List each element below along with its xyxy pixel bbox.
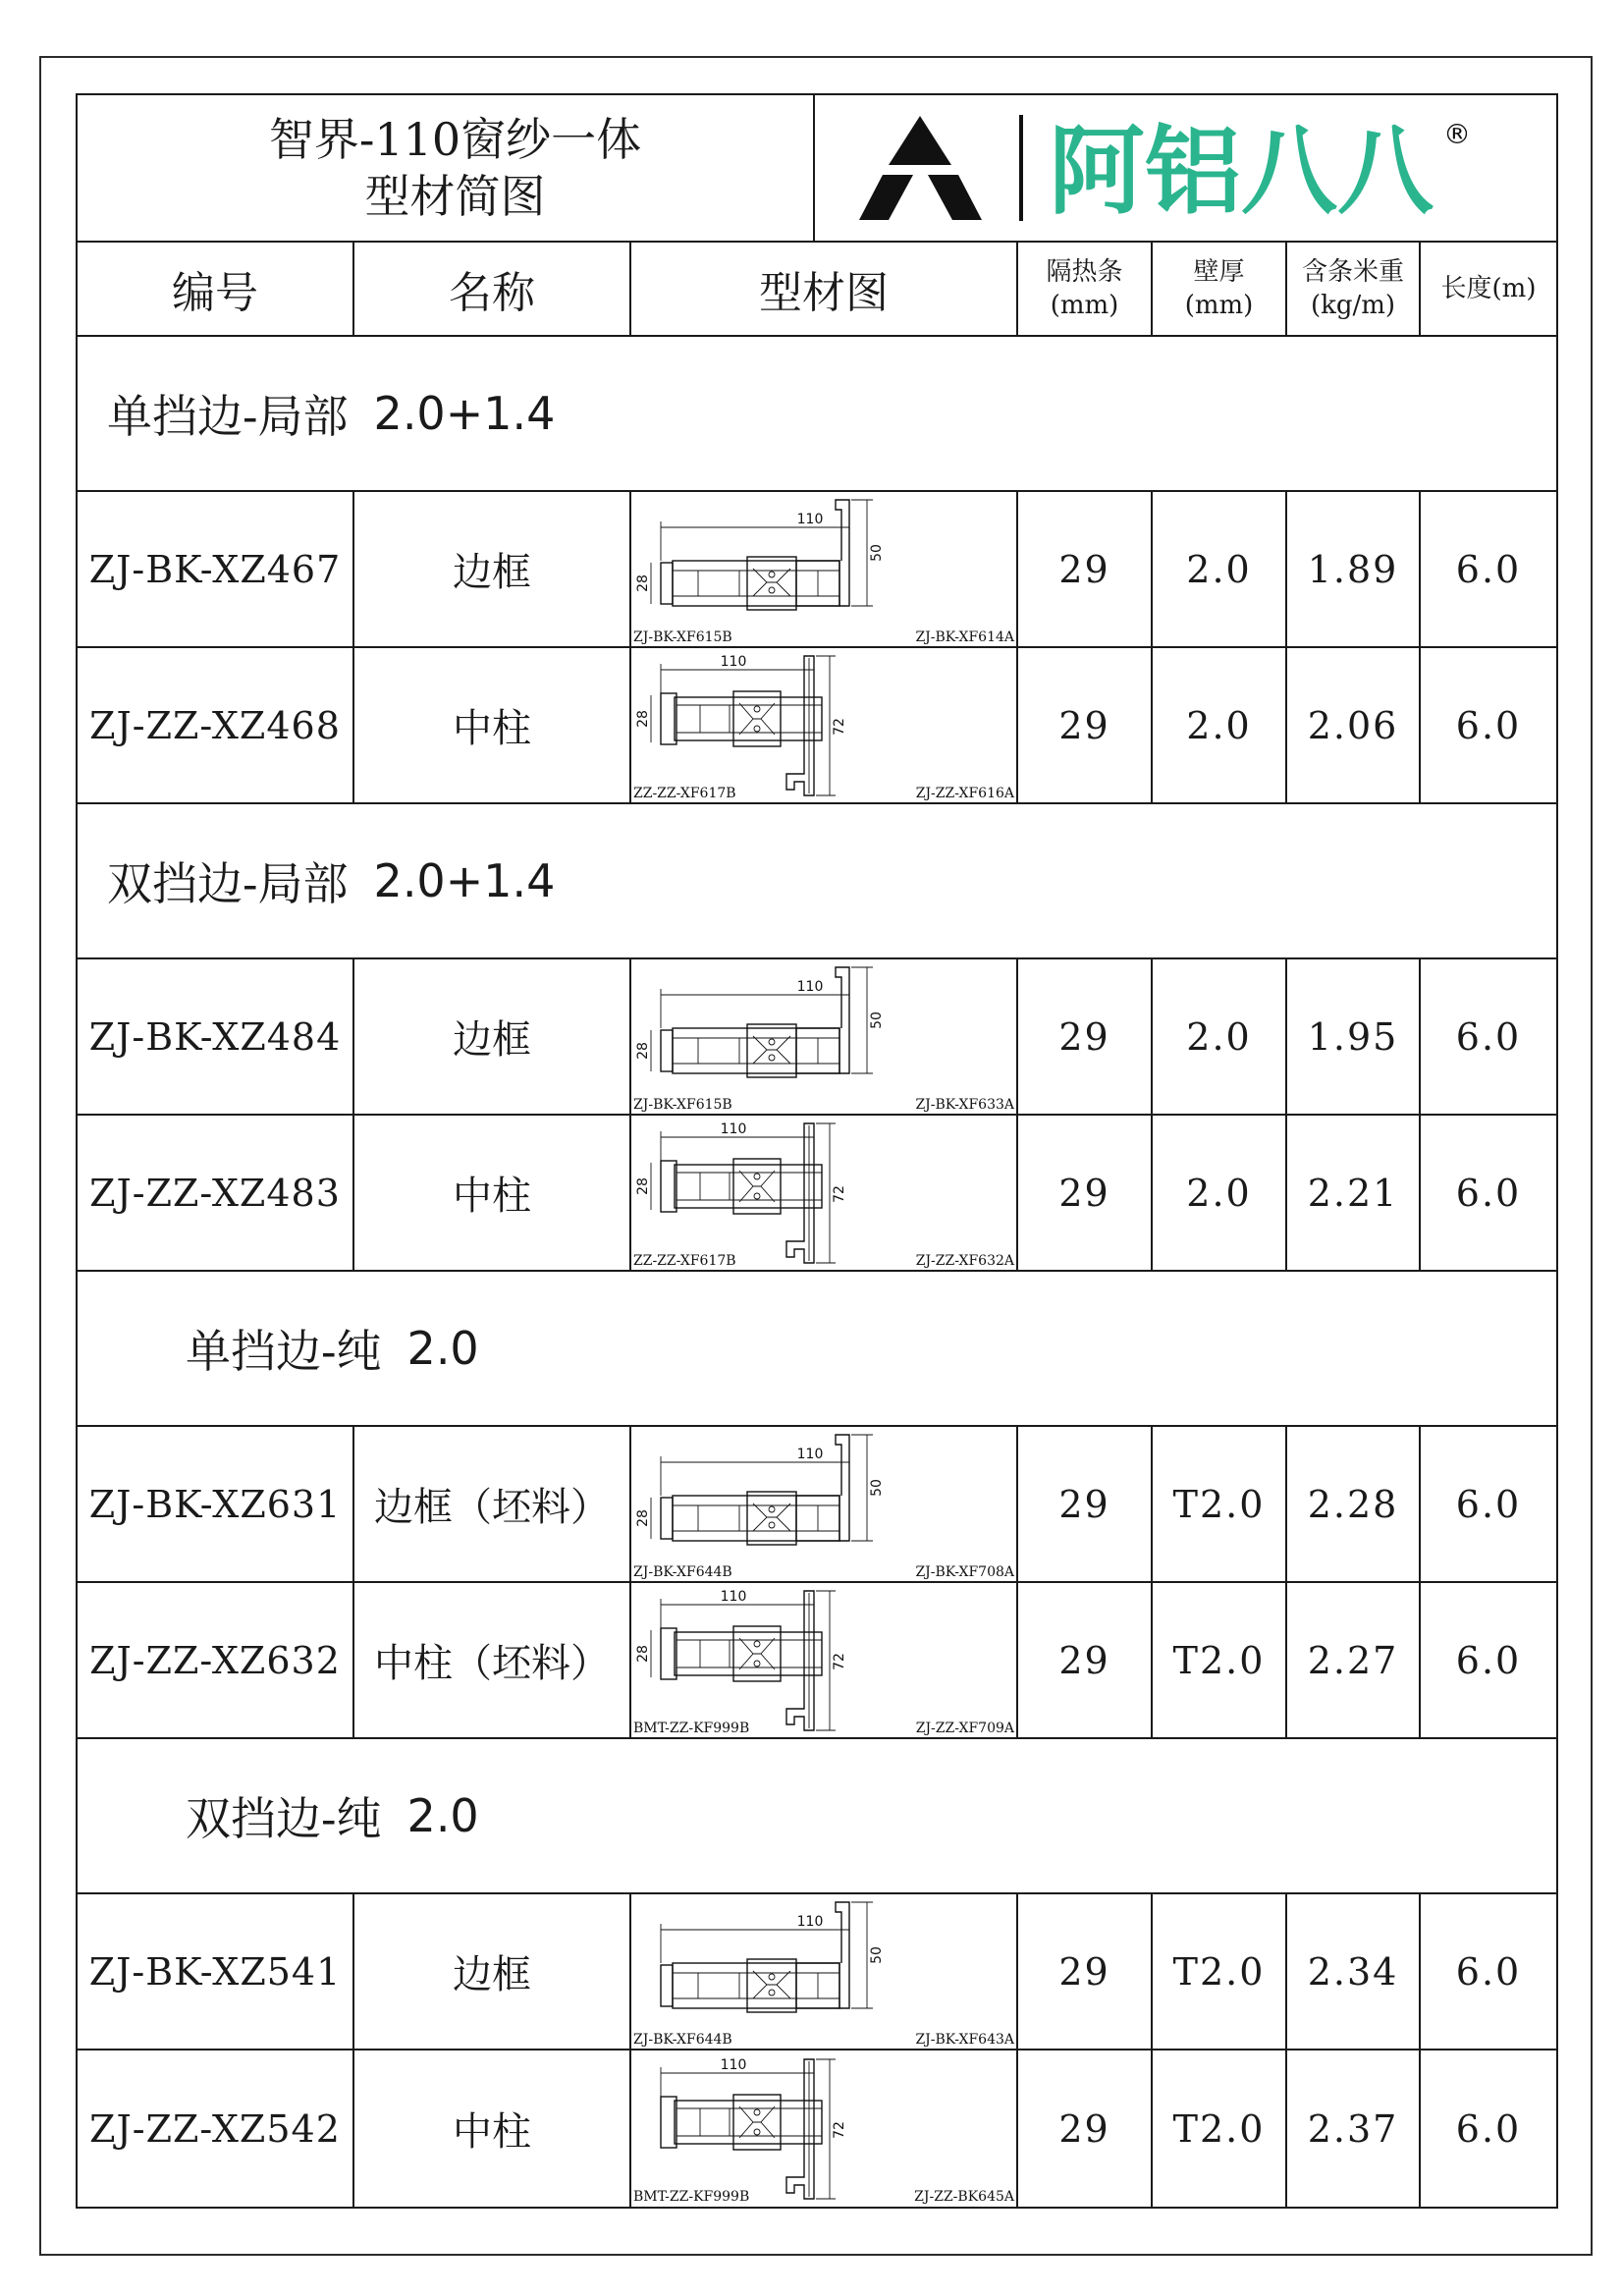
profile-code: ZJ-BK-XZ484 xyxy=(78,959,354,1114)
part-number-left: BMT-ZZ-KF999B xyxy=(633,2189,750,2205)
inner-dimension: 28 xyxy=(635,1509,651,1527)
part-number-left: ZJ-BK-XF615B xyxy=(633,629,732,645)
table-body xyxy=(78,337,1556,2207)
profile-drawing xyxy=(631,2050,1018,2207)
sheet-title-line1: 智界-110窗纱一体 xyxy=(268,113,642,166)
meter-weight: 1.95 xyxy=(1287,959,1421,1114)
height-dimension: 72 xyxy=(832,2121,847,2139)
inner-dimension: 28 xyxy=(635,574,651,592)
profile-name: 边框 xyxy=(354,1894,631,2049)
inner-dimension: 28 xyxy=(635,710,651,728)
section-heading xyxy=(78,804,1556,959)
profile-code: ZJ-ZZ-XZ468 xyxy=(78,648,354,802)
section-title: 双挡边-纯 xyxy=(186,1792,382,1845)
sheet-title-line2: 型材简图 xyxy=(364,170,546,223)
length: 6.0 xyxy=(1455,1949,1522,1994)
strip-width: 29 xyxy=(1018,492,1153,646)
wall-thickness: T2.0 xyxy=(1153,1583,1287,1737)
header-drawing: 型材图 xyxy=(631,243,1018,335)
section-spec: 2.0 xyxy=(406,1789,479,1842)
width-dimension: 110 xyxy=(796,1447,824,1462)
profile-drawing xyxy=(631,1583,1018,1737)
inner-dimension: 28 xyxy=(635,1177,651,1195)
section-spec: 2.0+1.4 xyxy=(373,387,556,440)
thermal-break xyxy=(747,1959,796,2012)
mullion-web xyxy=(786,1123,814,1263)
meter-weight: 2.21 xyxy=(1287,1116,1421,1270)
part-number-right: ZJ-BK-XF643A xyxy=(915,2032,1014,2048)
part-number-right: ZJ-BK-XF708A xyxy=(915,1564,1014,1580)
inner-dimension: 28 xyxy=(635,1042,651,1060)
header-wall-label: 壁厚 xyxy=(1193,257,1245,287)
header-name: 名称 xyxy=(354,243,631,335)
header-strip-label: 隔热条 xyxy=(1046,257,1123,287)
table-row xyxy=(78,1894,1556,2050)
height-dimension: 50 xyxy=(869,1479,885,1497)
table-row xyxy=(78,1427,1556,1583)
section-title: 单挡边-纯 xyxy=(186,1325,382,1378)
profile-code: ZJ-BK-XZ467 xyxy=(78,492,354,646)
width-dimension: 110 xyxy=(796,979,824,995)
profile-drawing xyxy=(631,648,1018,802)
frame-lip xyxy=(836,500,849,606)
header-strip-unit: (mm) xyxy=(1050,291,1119,320)
header-weight xyxy=(1287,243,1421,335)
profile-outline xyxy=(673,561,839,606)
mullion-web xyxy=(786,1591,814,1730)
strip-width: 29 xyxy=(1018,1116,1153,1270)
profile-name: 中柱 xyxy=(354,1116,631,1270)
profile-code: ZJ-BK-XZ541 xyxy=(78,1894,354,2049)
part-number-left: ZJ-BK-XF644B xyxy=(633,2032,732,2048)
length: 6.0 xyxy=(1455,1171,1522,1215)
profile-code: ZJ-ZZ-XZ632 xyxy=(78,1583,354,1737)
logo-divider xyxy=(1019,115,1023,221)
strip-width: 29 xyxy=(1018,1427,1153,1581)
length: 6.0 xyxy=(1455,703,1522,747)
width-dimension: 110 xyxy=(720,2057,747,2073)
profile-outline xyxy=(675,1632,822,1675)
table-row xyxy=(78,648,1556,804)
brand-wordmark-text xyxy=(1049,114,1471,228)
part-number-left: ZZ-ZZ-XF617B xyxy=(633,786,736,801)
part-number-right: ZJ-ZZ-BK645A xyxy=(914,2189,1014,2205)
thermal-break xyxy=(747,1024,796,1077)
profile-name: 边框 xyxy=(354,959,631,1114)
section-title: 单挡边-局部 xyxy=(107,390,349,443)
svg-text:阿铝八八: 阿铝八八 xyxy=(1049,116,1434,228)
part-number-left: ZJ-BK-XF615B xyxy=(633,1097,732,1113)
profile-outline xyxy=(673,1028,839,1073)
part-number-right: ZJ-ZZ-XF616A xyxy=(915,786,1014,801)
profile-name: 中柱 xyxy=(354,2050,631,2207)
length: 6.0 xyxy=(1455,1482,1522,1526)
profile-section-diagram xyxy=(631,959,1016,1114)
strip-width: 29 xyxy=(1018,648,1153,802)
profile-name: 中柱 xyxy=(354,648,631,802)
table-row xyxy=(78,1116,1556,1272)
profile-drawing xyxy=(631,1427,1018,1581)
wall-thickness: T2.0 xyxy=(1153,2050,1287,2207)
part-number-left: ZJ-BK-XF644B xyxy=(633,1564,732,1580)
header-wall-unit: (mm) xyxy=(1184,291,1254,320)
strip-width: 29 xyxy=(1018,2050,1153,2207)
part-number-right: ZJ-ZZ-XF632A xyxy=(915,1253,1014,1269)
profile-section-diagram xyxy=(631,1894,1016,2049)
profile-name: 中柱（坯料） xyxy=(354,1583,631,1737)
height-dimension: 72 xyxy=(832,718,847,736)
profile-name: 边框 xyxy=(354,492,631,646)
width-dimension: 110 xyxy=(720,654,747,670)
height-dimension: 72 xyxy=(832,1653,847,1670)
profile-code: ZJ-ZZ-XZ542 xyxy=(78,2050,354,2207)
width-dimension: 110 xyxy=(796,512,824,527)
profile-section-diagram xyxy=(631,2051,1016,2206)
header-length: 长度(m) xyxy=(1440,274,1537,303)
section-spec: 2.0 xyxy=(406,1322,479,1375)
length: 6.0 xyxy=(1455,1014,1522,1059)
profile-outline xyxy=(675,697,822,740)
frame-lip xyxy=(836,1902,849,2008)
strip-width: 29 xyxy=(1018,959,1153,1114)
wall-thickness: 2.0 xyxy=(1153,1116,1287,1270)
length: 6.0 xyxy=(1455,2106,1522,2151)
thermal-break xyxy=(747,1492,796,1545)
profile-section-diagram xyxy=(631,1116,1016,1270)
section-heading xyxy=(78,1272,1556,1427)
strip-width: 29 xyxy=(1018,1894,1153,2049)
profile-section-diagram xyxy=(631,1427,1016,1581)
svg-text:®: ® xyxy=(1443,118,1471,150)
profile-outline xyxy=(673,1963,839,2008)
header-code: 编号 xyxy=(78,243,354,335)
profile-drawing xyxy=(631,492,1018,646)
mullion-web xyxy=(786,656,814,795)
header-strip xyxy=(1018,243,1153,335)
length: 6.0 xyxy=(1455,547,1522,591)
mullion-web xyxy=(786,2059,814,2199)
profile-drawing xyxy=(631,1116,1018,1270)
height-dimension: 50 xyxy=(869,1011,885,1029)
profile-outline xyxy=(673,1496,839,1541)
triangle-logo-icon xyxy=(859,114,982,222)
sheet-title xyxy=(78,95,815,241)
thermal-break xyxy=(747,557,796,610)
meter-weight: 2.28 xyxy=(1287,1427,1421,1581)
width-dimension: 110 xyxy=(796,1914,824,1930)
profile-section-diagram xyxy=(631,492,1016,646)
part-number-right: ZJ-ZZ-XF709A xyxy=(915,1721,1014,1736)
height-dimension: 50 xyxy=(869,544,885,562)
strip-width: 29 xyxy=(1018,1583,1153,1737)
wall-thickness: T2.0 xyxy=(1153,1427,1287,1581)
profile-code: ZJ-ZZ-XZ483 xyxy=(78,1116,354,1270)
section-title: 双挡边-局部 xyxy=(107,857,349,910)
profile-sheet-table xyxy=(76,93,1558,2209)
profile-outline xyxy=(675,1165,822,1208)
height-dimension: 72 xyxy=(832,1185,847,1203)
part-number-left: ZZ-ZZ-XF617B xyxy=(633,1253,736,1269)
section-heading xyxy=(78,337,1556,492)
table-row xyxy=(78,492,1556,648)
part-number-right: ZJ-BK-XF614A xyxy=(915,629,1014,645)
table-row xyxy=(78,959,1556,1116)
brand-logo xyxy=(815,95,1556,241)
length: 6.0 xyxy=(1455,1638,1522,1682)
width-dimension: 110 xyxy=(720,1121,747,1137)
wall-thickness: 2.0 xyxy=(1153,492,1287,646)
frame-lip xyxy=(836,1435,849,1541)
width-dimension: 110 xyxy=(720,1589,747,1605)
meter-weight: 1.89 xyxy=(1287,492,1421,646)
header-weight-unit: (kg/m) xyxy=(1310,291,1396,320)
section-spec: 2.0+1.4 xyxy=(373,854,556,907)
section-heading xyxy=(78,1739,1556,1894)
meter-weight: 2.06 xyxy=(1287,648,1421,802)
wall-thickness: 2.0 xyxy=(1153,648,1287,802)
profile-code: ZJ-BK-XZ631 xyxy=(78,1427,354,1581)
part-number-left: BMT-ZZ-KF999B xyxy=(633,1721,750,1736)
meter-weight: 2.34 xyxy=(1287,1894,1421,2049)
wall-thickness: 2.0 xyxy=(1153,959,1287,1114)
profile-section-diagram xyxy=(631,648,1016,802)
table-row xyxy=(78,1583,1556,1739)
title-row xyxy=(78,95,1556,243)
profile-section-diagram xyxy=(631,1583,1016,1737)
height-dimension: 50 xyxy=(869,1946,885,1964)
header-weight-label: 含条米重 xyxy=(1301,257,1404,287)
profile-drawing xyxy=(631,1894,1018,2049)
profile-drawing xyxy=(631,959,1018,1114)
inner-dimension: 28 xyxy=(635,1645,651,1663)
table-header-row xyxy=(78,243,1556,337)
frame-lip xyxy=(836,967,849,1073)
profile-outline xyxy=(675,2101,822,2144)
part-number-right: ZJ-BK-XF633A xyxy=(915,1097,1014,1113)
profile-name: 边框（坯料） xyxy=(354,1427,631,1581)
wall-thickness: T2.0 xyxy=(1153,1894,1287,2049)
meter-weight: 2.37 xyxy=(1287,2050,1421,2207)
header-wall xyxy=(1153,243,1287,335)
brand-wordmark xyxy=(1049,114,1471,228)
meter-weight: 2.27 xyxy=(1287,1583,1421,1737)
table-row xyxy=(78,2050,1556,2207)
